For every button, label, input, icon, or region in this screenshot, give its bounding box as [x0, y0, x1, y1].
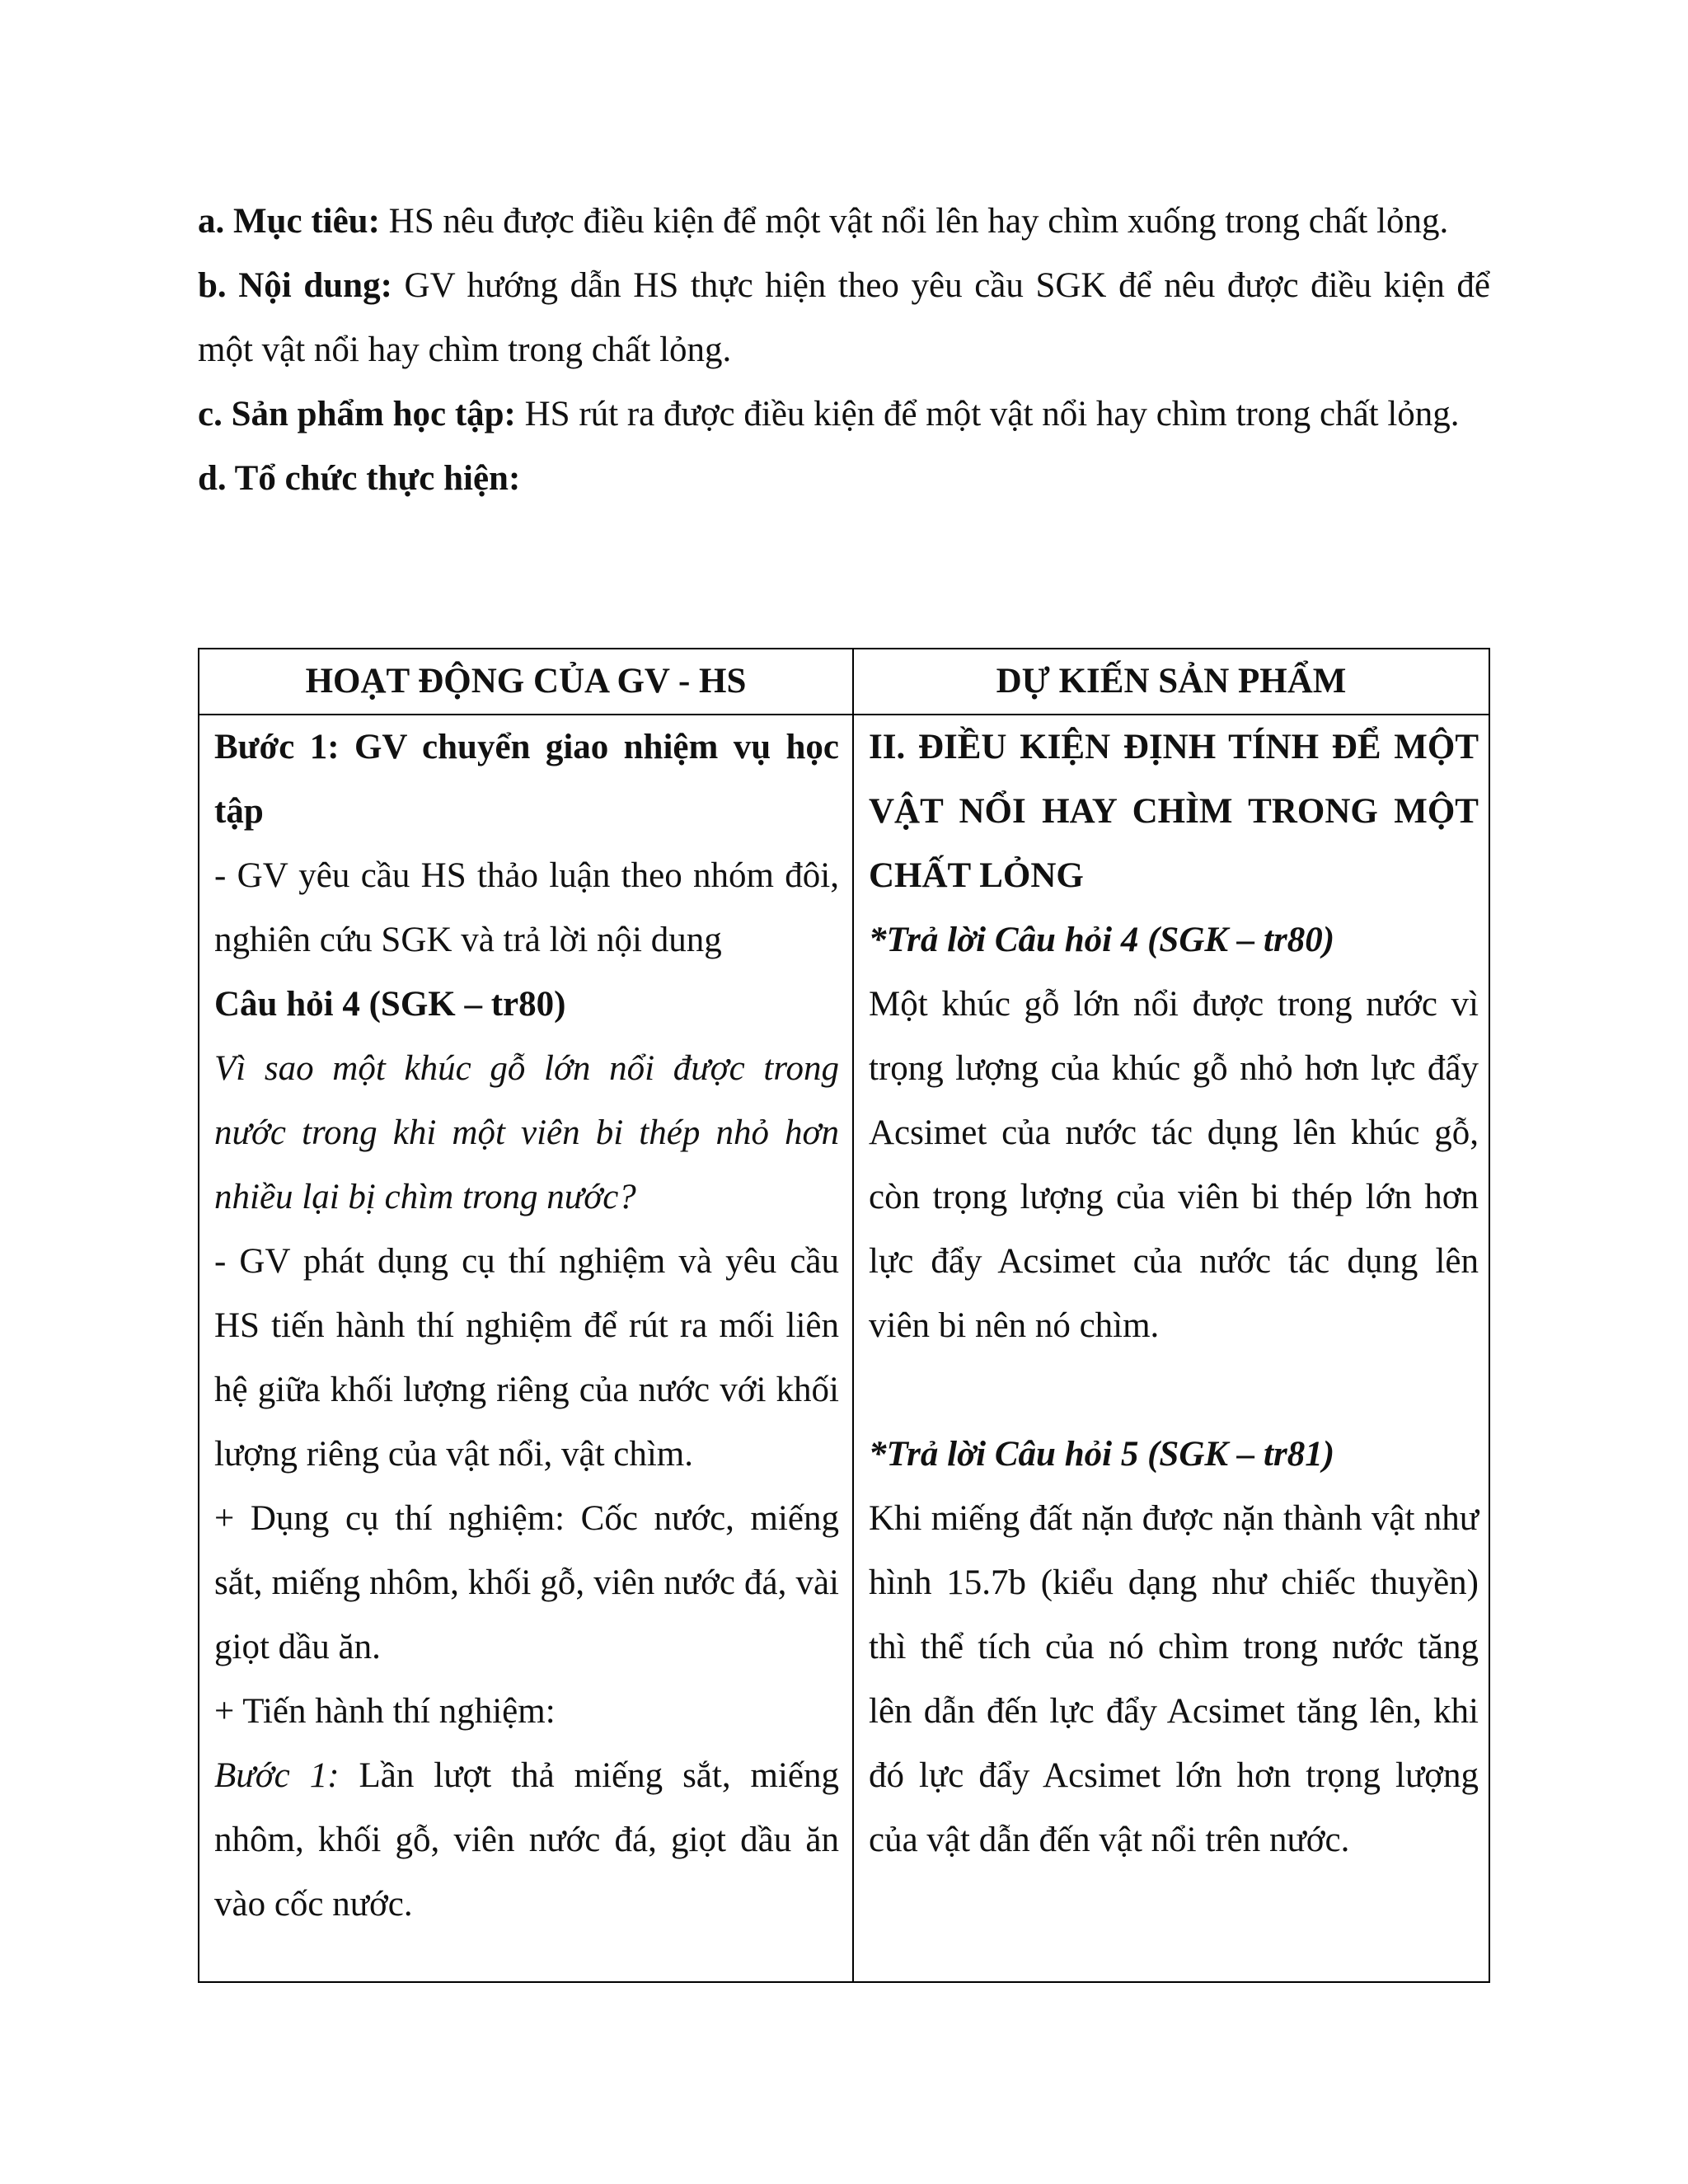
activity-table [198, 648, 1490, 1983]
sub-step-1 [214, 1744, 839, 1937]
answer4-label: *Trả lời Câu hỏi 4 (SGK – tr80) [869, 921, 1335, 959]
answer4-text: Một khúc gỗ lớn nổi được trong nước vì trọng lượng của khúc gỗ nhỏ hơn lực đẩy Acsimet của nước tác dụng lên khúc gỗ, còn trọng lượng của viên bi thép lớn hơn lực đẩy Acsimet của nước tác dụng lên viên bi nên nó chìm. [869, 985, 1479, 1345]
organization-paragraph [198, 447, 1490, 511]
experiment-procedure: + Tiến hành thí nghiệm: [214, 1692, 556, 1731]
intro-section [198, 190, 1490, 511]
products-cell [869, 715, 1479, 1872]
content-paragraph [198, 254, 1490, 382]
question4-label: Câu hỏi 4 (SGK – tr80) [214, 985, 566, 1024]
answer5-label: *Trả lời Câu hỏi 5 (SGK – tr81) [869, 1435, 1335, 1474]
task-discussion: - GV yêu cầu HS thảo luận theo nhóm đôi, nghiên cứu SGK và trả lời nội dung [214, 856, 839, 959]
answer5-text: Khi miếng đất nặn được nặn thành vật như hình 15.7b (kiểu dạng như chiếc thuyền) thì thể tích của nó chìm trong nước tăng lên dẫn đến lực đẩy Acsimet tăng lên, khi đó lực đẩy Acsimet lớn hơn trọng lượng của vật dẫn đến vật nổi trên nước. [869, 1499, 1479, 1859]
sub-step-label: Bước 1: [214, 1756, 340, 1795]
activities-cell [214, 715, 839, 1937]
content-text: GV hướng dẫn HS thực hiện theo yêu cầu SGK để nêu được điều kiện để một vật nổi hay chìm trong chất lỏng. [198, 266, 1490, 369]
section-title: II. ĐIỀU KIỆN ĐỊNH TÍNH ĐỂ MỘT VẬT NỔI HAY CHÌM TRONG MỘT CHẤT LỎNG [869, 728, 1479, 895]
product-text: HS rút ra được điều kiện để một vật nổi hay chìm trong chất lỏng. [515, 395, 1460, 434]
objective-paragraph [198, 190, 1490, 254]
organization-label: d. Tổ chức thực hiện: [198, 459, 521, 498]
product-paragraph [198, 382, 1490, 447]
sub-step-text: Lần lượt thả miếng sắt, miếng nhôm, khối gỗ, viên nước đá, giọt dầu ăn vào cốc nước. [214, 1756, 840, 1924]
objective-label: a. Mục tiêu: [198, 202, 380, 241]
content-label: b. Nội dung: [198, 266, 392, 305]
experiment-tools: + Dụng cụ thí nghiệm: Cốc nước, miếng sắt, miếng nhôm, khối gỗ, viên nước đá, vài giọt dầu ăn. [214, 1499, 839, 1666]
blank-line [869, 1358, 1479, 1422]
product-label: c. Sản phẩm học tập: [198, 395, 516, 434]
task-experiment: - GV phát dụng cụ thí nghiệm và yêu cầu HS tiến hành thí nghiệm để rút ra mối liên hệ giữa khối lượng riêng của nước với khối lượng riêng của vật nổi, vật chìm. [214, 1242, 839, 1474]
header-expected-products: DỰ KIẾN SẢN PHẨM [996, 662, 1347, 701]
step1-title: Bước 1: GV chuyển giao nhiệm vụ học tập [214, 728, 839, 831]
objective-text: HS nêu được điều kiện để một vật nổi lên hay chìm xuống trong chất lỏng. [379, 202, 1449, 241]
question4-text: Vì sao một khúc gỗ lớn nổi được trong nước trong khi một viên bi thép nhỏ hơn nhiều lại bị chìm trong nước? [214, 1049, 839, 1216]
header-activities: HOẠT ĐỘNG CỦA GV - HS [305, 662, 747, 701]
column-divider [852, 649, 854, 1981]
